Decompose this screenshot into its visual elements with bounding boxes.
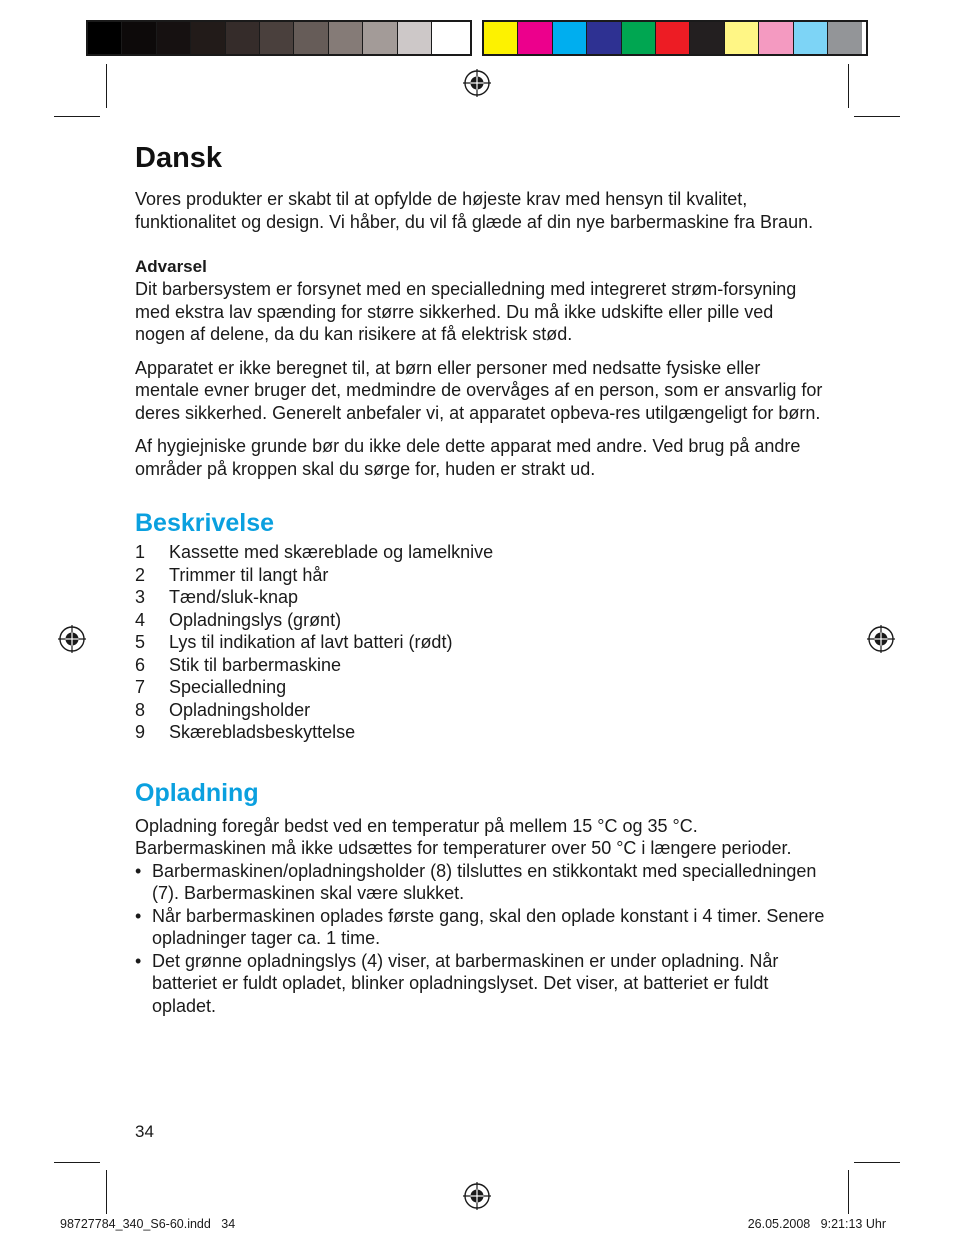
grayscale-color-bar <box>86 20 472 56</box>
crop-mark-bottom-right-vertical <box>848 1170 849 1214</box>
process-color-bar <box>482 20 868 56</box>
page-number: 34 <box>135 1122 154 1141</box>
color-swatch <box>226 22 260 54</box>
list-item: • Det grønne opladningslys (4) viser, at barbermaskinen er under opladning. Når batteriet er fuldt opladet, blinker opladningslyset. Det viser, at batteriet er fuldt opladet. <box>135 950 779 1016</box>
crop-mark-bottom-right-horizontal <box>854 1162 900 1163</box>
intro-paragraph: Vores produkter er skabt til at opfylde de højeste krav med hensyn til kvalitet, funktionalitet og design. Vi håber, du vil få glæde af din nye barbermaskine fra Braun. <box>135 189 814 232</box>
color-swatch <box>329 22 363 54</box>
crop-mark-top-left-vertical <box>106 64 107 108</box>
list-item: • Når barbermaskinen oplades første gang, skal den oplade konstant i 4 timer. Senere opladninger tager ca. 1 time. <box>135 905 825 948</box>
list-item: 8 Opladningsholder <box>135 699 311 720</box>
color-swatch <box>398 22 432 54</box>
warning-paragraph: Apparatet er ikke beregnet til, at børn eller personer med nedsatte fysiske eller mentale evner bruger det, medmindre de overvåges af en person, som er ansvarlig for deres sikkerhed. Generelt anbefaler vi, at apparatet opbeva-res utilgængeligt for børn. <box>135 357 823 423</box>
warning-heading: Advarsel <box>135 257 207 276</box>
footer-file-info: 98727784_340_S6-60.indd 34 <box>60 1217 236 1231</box>
color-swatch <box>294 22 328 54</box>
color-swatch <box>191 22 225 54</box>
color-swatch <box>690 22 724 54</box>
bullet-icon: • <box>135 905 142 926</box>
color-swatch <box>518 22 552 54</box>
color-swatch <box>828 22 862 54</box>
warning-paragraph: Dit barbersystem er forsynet med en specialledning med integreret strøm-forsyning med ekstra lav spænding for større sikkerhed. Du må ikke udskifte eller pille ved nogen af delene, da du kan risikere at få elektrisk stød. <box>135 279 797 344</box>
crop-mark-top-left-horizontal <box>54 116 100 117</box>
list-item: 5 Lys til indikation af lavt batteri (rødt) <box>135 632 453 652</box>
bullet-icon: • <box>135 950 142 971</box>
color-swatch <box>432 22 466 54</box>
registration-mark-icon <box>58 625 86 653</box>
color-swatch <box>794 22 828 54</box>
crop-mark-top-right-vertical <box>848 64 849 108</box>
crop-mark-bottom-left-vertical <box>106 1170 107 1214</box>
section-heading-charging: Opladning <box>135 778 259 807</box>
list-item: 7 Specialledning <box>135 677 287 697</box>
charging-bullets <box>135 860 825 1018</box>
page-title: Dansk <box>135 142 223 174</box>
registration-mark-icon <box>867 625 895 653</box>
list-item: 3 Tænd/sluk-knap <box>135 587 299 607</box>
color-swatch <box>122 22 156 54</box>
color-swatch <box>88 22 122 54</box>
charging-intro: Opladning foregår bedst ved en temperatur på mellem 15 °C og 35 °C. Barbermaskinen må ikke udsættes for temperaturer over 50 °C i længere perioder. <box>135 815 792 858</box>
color-swatch <box>484 22 518 54</box>
color-swatch <box>157 22 191 54</box>
list-item: 1 Kassette med skæreblade og lamelknive <box>135 542 494 562</box>
list-item: 2 Trimmer til langt hår <box>135 564 329 585</box>
list-item: 4 Opladningslys (grønt) <box>135 609 342 630</box>
list-item: 9 Skærebladsbeskyttelse <box>135 722 356 742</box>
bullet-icon: • <box>135 860 142 881</box>
crop-mark-bottom-left-horizontal <box>54 1162 100 1163</box>
color-swatch <box>553 22 587 54</box>
list-item: 6 Stik til barbermaskine <box>135 654 342 675</box>
registration-mark-icon <box>463 69 491 97</box>
warning-paragraph: Af hygiejniske grunde bør du ikke dele dette apparat med andre. Ved brug på andre områder på kroppen skal du sørge for, huden er strakt ud. <box>135 436 801 479</box>
color-swatch <box>363 22 397 54</box>
color-swatch <box>587 22 621 54</box>
color-swatch <box>725 22 759 54</box>
list-item: • Barbermaskinen/opladningsholder (8) tilsluttes en stikkontakt med specialledningen (7). Barbermaskinen skal være slukket. <box>135 860 817 903</box>
color-swatch <box>656 22 690 54</box>
footer-timestamp: 26.05.2008 9:21:13 Uhr <box>747 1217 886 1231</box>
registration-mark-icon <box>463 1182 491 1210</box>
color-swatch <box>622 22 656 54</box>
section-heading-description: Beskrivelse <box>135 509 275 537</box>
parts-list <box>135 541 825 744</box>
page-content <box>135 140 825 1017</box>
color-swatch <box>759 22 793 54</box>
crop-mark-top-right-horizontal <box>854 116 900 117</box>
color-swatch <box>260 22 294 54</box>
